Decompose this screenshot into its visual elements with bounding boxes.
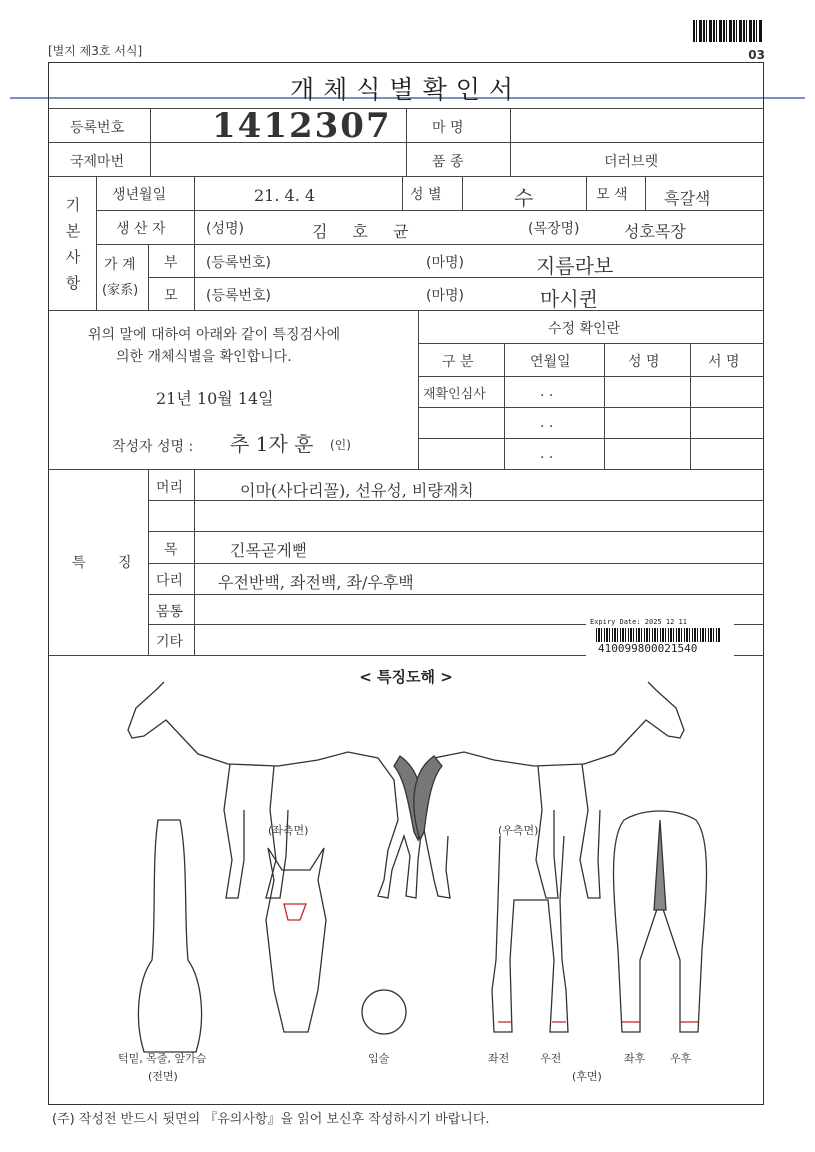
basic-section-label: 기본사항 [65, 196, 81, 292]
sire-name-label: (마명) [426, 255, 464, 271]
other-label: 기타 [156, 634, 184, 650]
color-value: 흑갈색 [664, 189, 711, 208]
producer-name-label: (성명) [206, 221, 244, 237]
confirm-date: 21년 10월 14일 [156, 389, 274, 408]
producer-label: 생 산 자 [116, 221, 166, 237]
sire-label: 부 [164, 255, 178, 271]
legs-value: 우전반백, 좌전백, 좌/우후백 [218, 573, 414, 592]
neck-value: 긴목곧게뻗 [230, 541, 308, 560]
front-right-caption: 우전 [540, 1052, 562, 1065]
row-recheck-label: 재확인심사 [423, 387, 486, 402]
intl-no-label: 국제마번 [70, 154, 125, 170]
writer-signature: 추 1자 훈 [230, 432, 314, 456]
hind-left-caption: 좌후 [624, 1052, 646, 1065]
horse-name-label: 마 명 [432, 120, 464, 136]
writer-label: 작성자 성명 : [112, 439, 194, 455]
row2-date: . . [540, 415, 554, 431]
seal-mark: (인) [330, 438, 351, 452]
birth-value: 21. 4. 4 [254, 186, 316, 205]
head-label: 머리 [156, 480, 184, 496]
dam-name-label: (마명) [426, 288, 464, 304]
sticker-barcode [596, 628, 720, 642]
dam-label: 모 [164, 288, 178, 304]
sire-reg-label: (등록번호) [206, 255, 272, 271]
col-date: 연월일 [530, 354, 571, 370]
expiry-sticker [586, 616, 734, 656]
form-number: [별지 제3호 서식] [48, 44, 143, 58]
front-caption: 턱밑, 목줄, 앞가슴 [118, 1052, 207, 1065]
ranch-label: (목장명) [528, 221, 580, 237]
col-name: 성 명 [628, 354, 660, 370]
front-neck-view-icon [138, 820, 201, 1052]
row1-date: . . [540, 384, 554, 400]
head-front-icon [266, 848, 326, 1032]
lip-caption: 입술 [368, 1052, 390, 1065]
page-number: 03 [748, 48, 765, 62]
front-view-caption: (전면) [148, 1070, 178, 1083]
sex-value: 수 [514, 186, 534, 210]
row3-date: . . [540, 446, 554, 462]
sex-label: 성 별 [410, 187, 442, 203]
diagram-title: < 특징도해 > [359, 668, 453, 686]
footer-note: (주) 작성전 반드시 뒷면의 『유의사항』을 읽어 보신후 작성하시기 바랍니다. [52, 1112, 490, 1127]
dam-name-value: 마시퀸 [540, 287, 598, 311]
form-title: 개체식별확인서 [289, 75, 523, 104]
head-value: 이마(사다리꼴), 선유성, 비량재치 [240, 481, 474, 500]
col-sign: 서 명 [708, 354, 740, 370]
expiry-date: Expiry Date: 2025 12 11 [590, 618, 687, 626]
breed-value: 더러브렛 [604, 154, 659, 170]
front-legs-view-icon [492, 836, 568, 1032]
breed-label: 품 종 [432, 154, 464, 170]
neck-label: 목 [164, 542, 178, 558]
birth-label: 생년월일 [112, 187, 167, 203]
left-side-horse-icon [128, 682, 424, 898]
correction-title: 수정 확인란 [548, 321, 621, 337]
right-side-horse-icon [414, 682, 684, 898]
statement-line-2: 의한 개체식별을 확인합니다. [116, 349, 292, 365]
right-side-caption: (우측면) [498, 824, 539, 837]
hind-right-caption: 우후 [670, 1052, 692, 1065]
dam-reg-label: (등록번호) [206, 288, 272, 304]
front-left-caption: 좌전 [488, 1052, 510, 1065]
family-hanja: (家系) [102, 283, 139, 298]
horse-diagram [48, 660, 764, 1100]
reg-no-value: 1412307 [212, 106, 392, 146]
col-type: 구 분 [442, 354, 474, 370]
sticker-code: 410099800021540 [598, 642, 698, 655]
rear-view-horse-icon [614, 811, 707, 1032]
statement-line-1: 위의 말에 대하여 아래와 같이 특징검사에 [88, 327, 341, 343]
reg-no-label: 등록번호 [70, 120, 125, 136]
family-label: 가 계 [104, 257, 136, 273]
lip-icon [362, 990, 406, 1034]
producer-name-value: 김 호 균 [312, 222, 419, 241]
legs-label: 다리 [156, 573, 184, 589]
left-side-caption: (좌측면) [268, 824, 309, 837]
ranch-value: 성호목장 [624, 222, 686, 241]
sire-name-value: 지름라보 [536, 254, 614, 278]
rear-view-caption: (후면) [572, 1070, 602, 1083]
top-barcode [693, 20, 763, 42]
features-section-label: 특 징 [72, 555, 146, 571]
color-label: 모 색 [596, 187, 628, 203]
body-label: 몸통 [156, 604, 184, 620]
